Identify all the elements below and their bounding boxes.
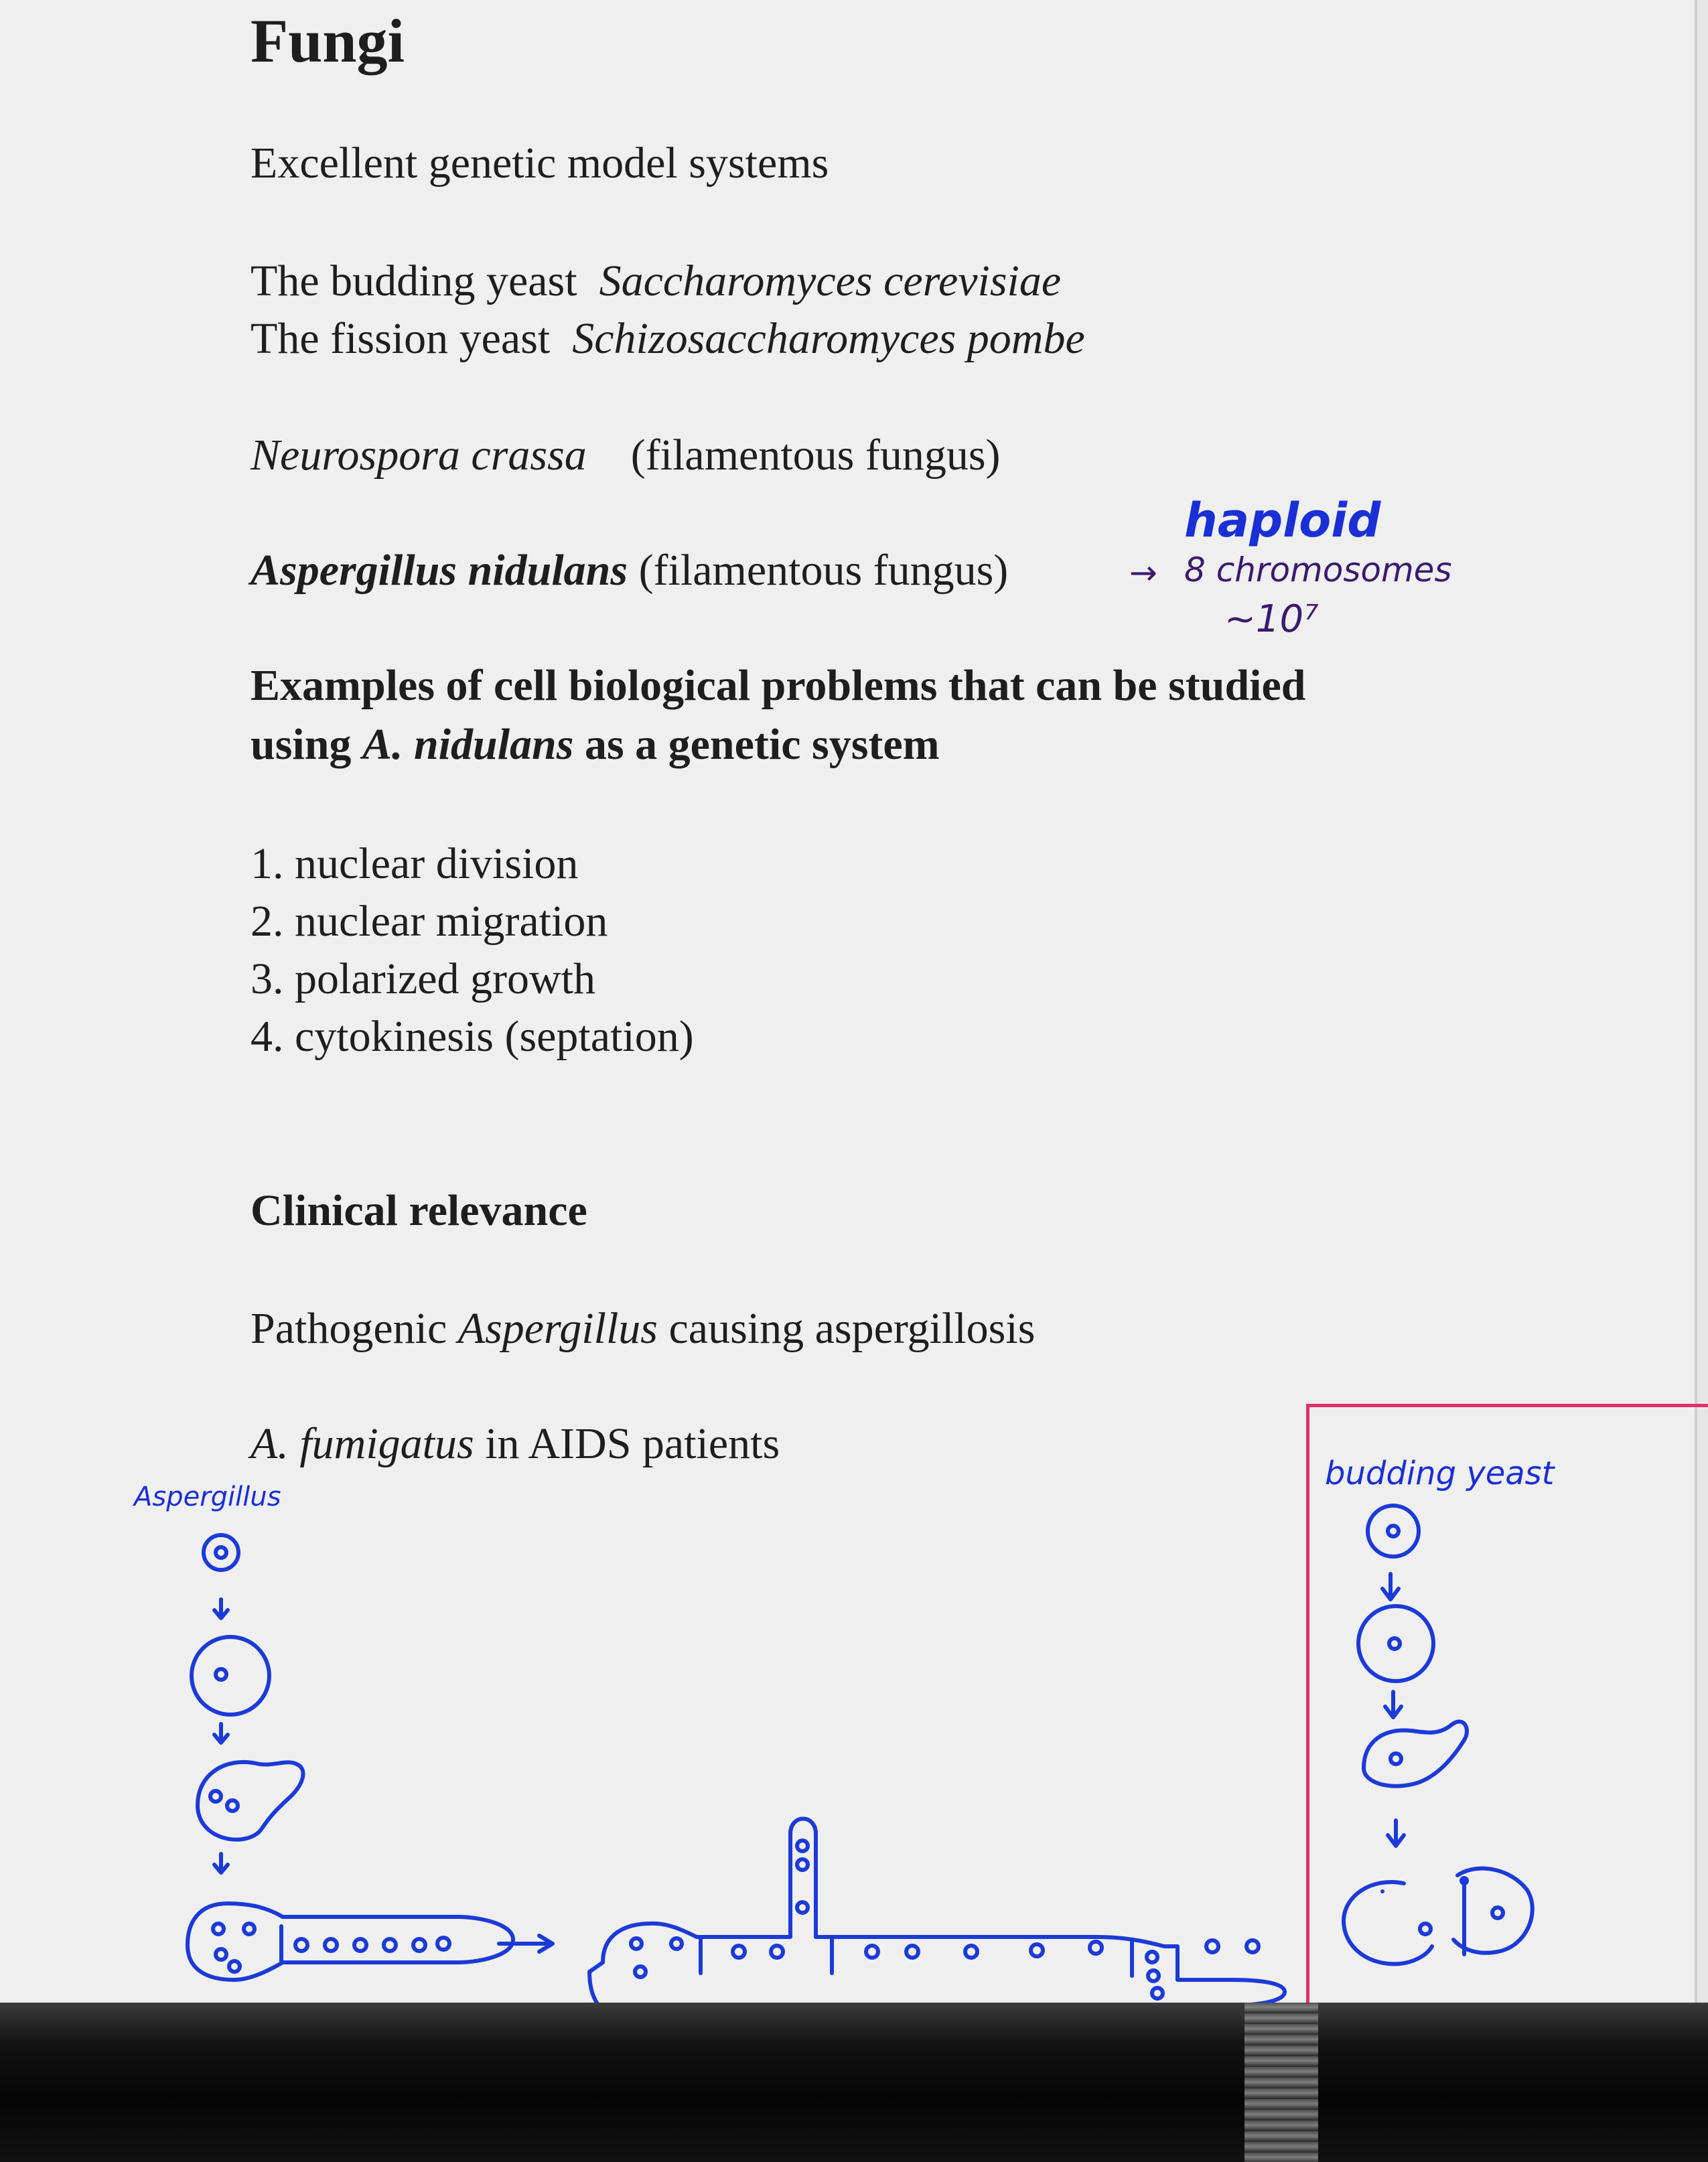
clinical-heading: Clinical relevance [251,1186,587,1235]
aspergillus-species: Aspergillus nidulans [251,546,628,595]
handnote-chromosomes: 8 chromosomes [1184,551,1452,589]
intro-line: Excellent genetic model systems [251,139,829,188]
arrow-icon: → [1129,553,1157,592]
line-text: in AIDS patients [474,1419,780,1468]
heading-text: using [251,720,362,769]
problem-item: 2. nuclear migration [251,897,608,946]
yeast-prefix: The fission yeast [251,314,551,363]
heading-text: as a genetic system [573,720,940,769]
problem-item: 1. nuclear division [251,839,579,888]
scanner-edge [0,2003,1708,2162]
line-species: Aspergillus [457,1304,658,1353]
handnote-genome: ~10⁷ [1224,597,1319,641]
handnote-haploid: haploid [1184,493,1381,548]
problem-item: 4. cytokinesis (septation) [251,1012,694,1061]
neurospora-note: (filamentous fungus) [630,431,1001,480]
problem-item: 3. polarized growth [251,954,596,1003]
line-text: Pathogenic [251,1304,458,1353]
examples-heading-line1: Examples of cell biological problems that can be studied [251,661,1306,710]
aspergillus-note: (filamentous fungus) [638,546,1009,595]
line-species: A. fumigatus [251,1419,474,1468]
neurospora-species: Neurospora crassa [251,431,587,480]
page-title: Fungi [251,7,405,75]
yeast-species: Schizosaccharomyces pombe [572,314,1085,363]
sketch-label-aspergillus: Aspergillus [134,1482,281,1512]
heading-species: A. nidulans [362,720,574,769]
line-text: causing aspergillosis [658,1304,1036,1353]
scanner-screw [1244,2003,1318,2162]
yeast-species: Saccharomyces cerevisiae [599,257,1062,305]
sketch-label-budding-yeast: budding yeast [1325,1455,1555,1492]
yeast-prefix: The budding yeast [251,257,577,305]
